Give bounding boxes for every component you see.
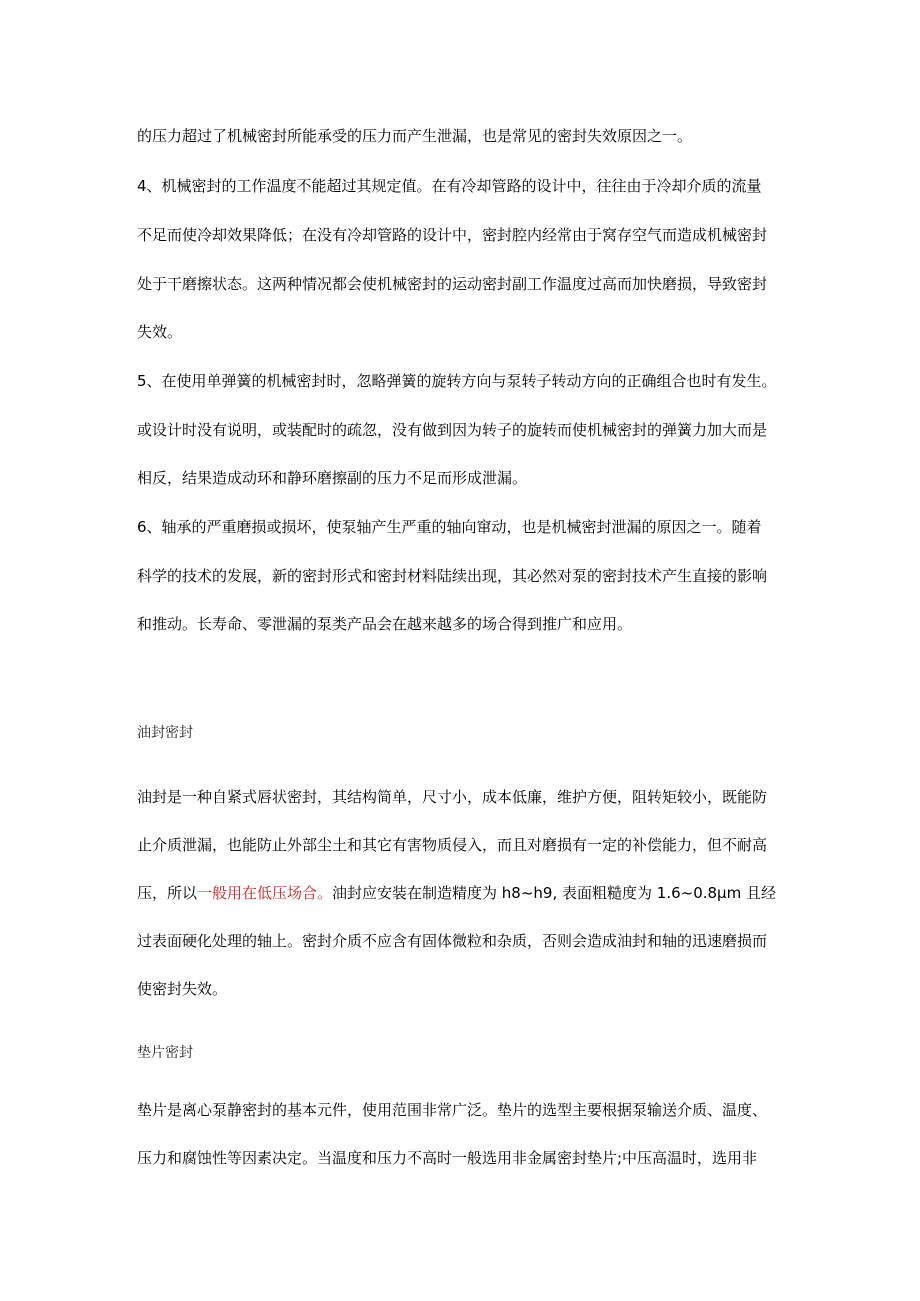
oil-seal-line-4: 过表面硬化处理的轴上。密封介质不应含有固体微粒和杂质，否则会造成油封和轴的迅速磨损而 [137,932,768,950]
gasket-seal-line-2: 压力和腐蚀性等因素决定。当温度和压力不高时一般选用非金属密封垫片;中压高温时，选用非 [137,1149,758,1167]
oil-seal-line-3-prefix: 压，所以 [137,884,198,902]
paragraph-2-line-2: 不足而使冷却效果降低；在没有冷却管路的设计中，密封腔内经常由于窝存空气而造成机械密封 [137,226,768,244]
paragraph-4-line-3: 和推动。长寿命、零泄漏的泵类产品会在越来越多的场合得到推广和应用。 [137,615,633,633]
paragraph-2-line-1: 4、机械密封的工作温度不能超过其规定值。在有冷却管路的设计中，往往由于冷却介质的流量 [137,177,762,195]
paragraph-2-line-3: 处于干磨擦状态。这两种情况都会使机械密封的运动密封副工作温度过高而加快磨损，导致密封 [137,275,768,293]
oil-seal-line-1: 油封是一种自紧式唇状密封，其结构简单，尺寸小，成本低廉，维护方便，阻转矩较小，既能防 [137,788,768,806]
oil-seal-line-5: 使密封失效。 [137,980,228,998]
oil-seal-line-3-suffix: 油封应安装在制造精度为 h8~h9, 表面粗糙度为 1.6~0.8μm 且经 [332,884,776,902]
paragraph-2-line-4: 失效。 [137,323,183,341]
section-heading-oil-seal: 油封密封 [137,725,193,741]
gasket-seal-line-1: 垫片是离心泵静密封的基本元件，使用范围非常广泛。垫片的选型主要根据泵输送介质、温度、 [137,1101,768,1119]
paragraph-3-line-1: 5、在使用单弹簧的机械密封时，忽略弹簧的旋转方向与泵转子转动方向的正确组合也时有发生。 [137,372,777,390]
paragraph-3-line-2: 或设计时没有说明，或装配时的疏忽，没有做到因为转子的旋转而使机械密封的弹簧力加大而是 [137,421,768,439]
oil-seal-line-3 [137,883,797,903]
paragraph-3-line-3: 相反，结果造成动环和静环磨擦副的压力不足而形成泄漏。 [137,469,528,487]
paragraph-1-line-1: 的压力超过了机械密封所能承受的压力而产生泄漏，也是常见的密封失效原因之一。 [137,127,693,145]
paragraph-4-line-2: 科学的技术的发展，新的密封形式和密封材料陆续出现，其必然对泵的密封技术产生直接的影响 [137,567,768,585]
oil-seal-line-2: 止介质泄漏，也能防止外部尘土和其它有害物质侵入，而且对磨损有一定的补偿能力，但不耐高 [137,836,768,854]
section-heading-gasket-seal: 垫片密封 [137,1045,193,1061]
oil-seal-highlight-text: 一般用在低压场合。 [197,884,333,902]
paragraph-4-line-1: 6、轴承的严重磨损或损坏，使泵轴产生严重的轴向窜动，也是机械密封泄漏的原因之一。随着 [137,518,762,536]
